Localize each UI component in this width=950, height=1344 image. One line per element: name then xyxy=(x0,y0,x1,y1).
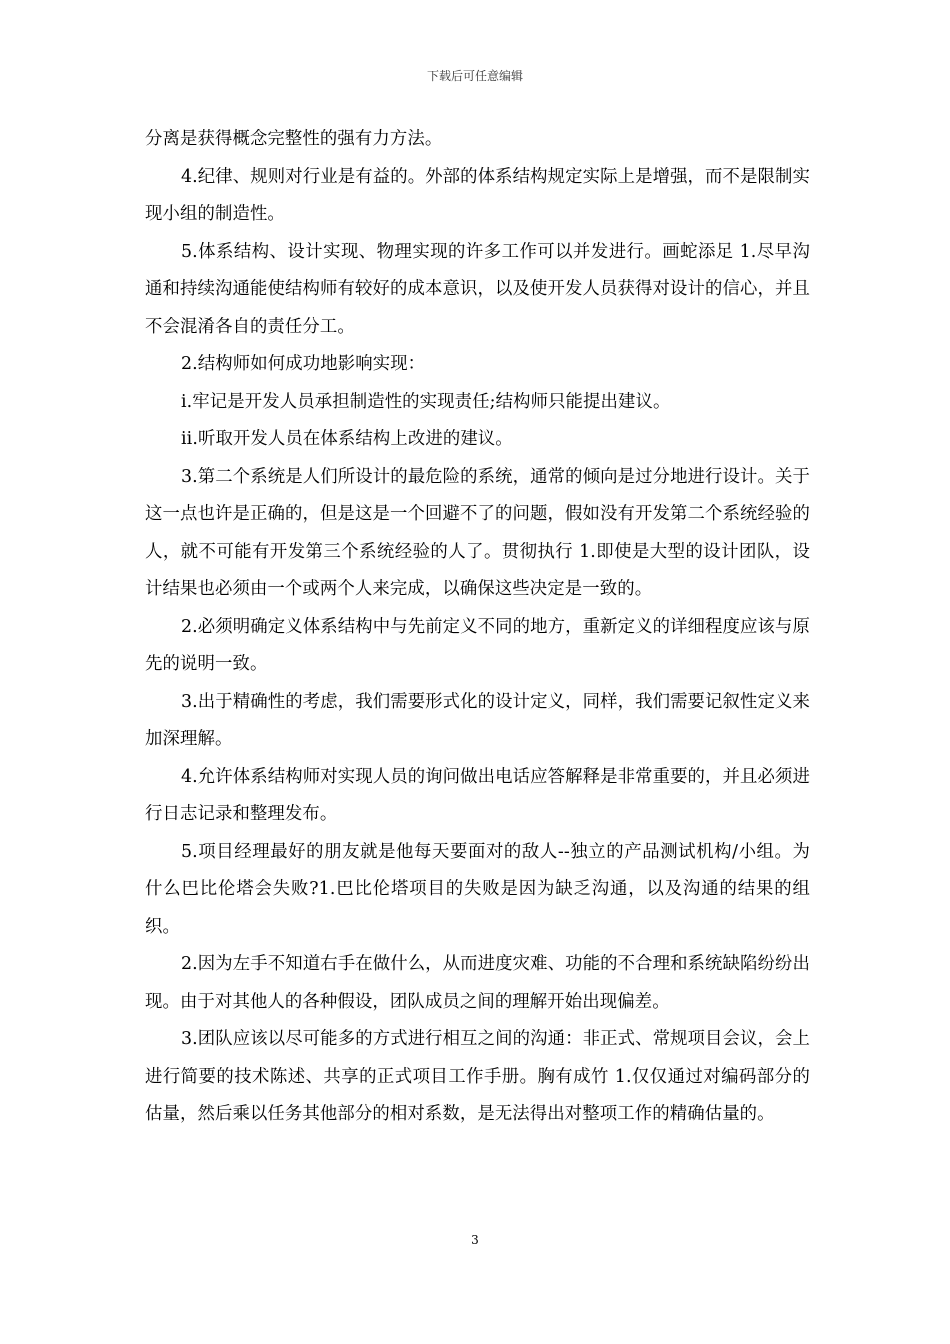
page-header: 下载后可任意编辑 xyxy=(426,69,523,83)
paragraph: 2.必须明确定义体系结构中与先前定义不同的地方，重新定义的详细程度应该与原先的说明一致。 xyxy=(145,616,810,674)
paragraph: ii.听取开发人员在体系结构上改进的建议。 xyxy=(181,429,513,449)
paragraph: 4.允许体系结构师对实现人员的询问做出电话应答解释是非常重要的，并且必须进行日志记录和整理发布。 xyxy=(145,766,810,824)
paragraph: 3.出于精确性的考虑，我们需要形式化的设计定义，同样，我们需要记叙性定义来加深理解。 xyxy=(145,691,810,749)
paragraph: i.牢记是开发人员承担制造性的实现责任;结构师只能提出建议。 xyxy=(181,391,671,412)
paragraph: 4.纪律、规则对行业是有益的。外部的体系结构规定实际上是增强，而不是限制实现小组的制造性。 xyxy=(145,166,810,224)
page-number: 3 xyxy=(471,1233,479,1247)
paragraph: 5.体系结构、设计实现、物理实现的许多工作可以并发进行。画蛇添足 1.尽早沟通和持续沟通能使结构师有较好的成本意识，以及使开发人员获得对设计的信心，并且不会混淆各自的责任分工。 xyxy=(145,241,810,337)
paragraph: 2.因为左手不知道右手在做什么，从而进度灾难、功能的不合理和系统缺陷纷纷出现。由于对其他人的各种假设，团队成员之间的理解开始出现偏差。 xyxy=(145,954,810,1012)
paragraph: 5.项目经理最好的朋友就是他每天要面对的敌人--独立的产品测试机构/小组。为什么巴比伦塔会失败?1.巴比伦塔项目的失败是因为缺乏沟通，以及沟通的结果的组织。 xyxy=(145,841,810,937)
paragraph: 3.团队应该以尽可能多的方式进行相互之间的沟通：非正式、常规项目会议，会上进行简要的技术陈述、共享的正式项目工作手册。胸有成竹 1.仅仅通过对编码部分的估量，然后乘以任务其他部分的相对系数，是无法得出对整项工作的精确估量的。 xyxy=(145,1029,810,1124)
paragraph: 2.结构师如何成功地影响实现： xyxy=(181,354,426,374)
paragraph: 分离是获得概念完整性的强有力方法。 xyxy=(145,129,443,149)
paragraph: 3.第二个系统是人们所设计的最危险的系统，通常的倾向是过分地进行设计。关于这一点也许是正确的，但是这是一个回避不了的问题，假如没有开发第二个系统经验的人，就不可能有开发第三个系统经验的人了。贯彻执行 1.即使是大型的设计团队，设计结果也必须由一个或两个人来完成，以确保这些决定是一致的。 xyxy=(145,466,810,599)
document-body xyxy=(145,121,810,1134)
